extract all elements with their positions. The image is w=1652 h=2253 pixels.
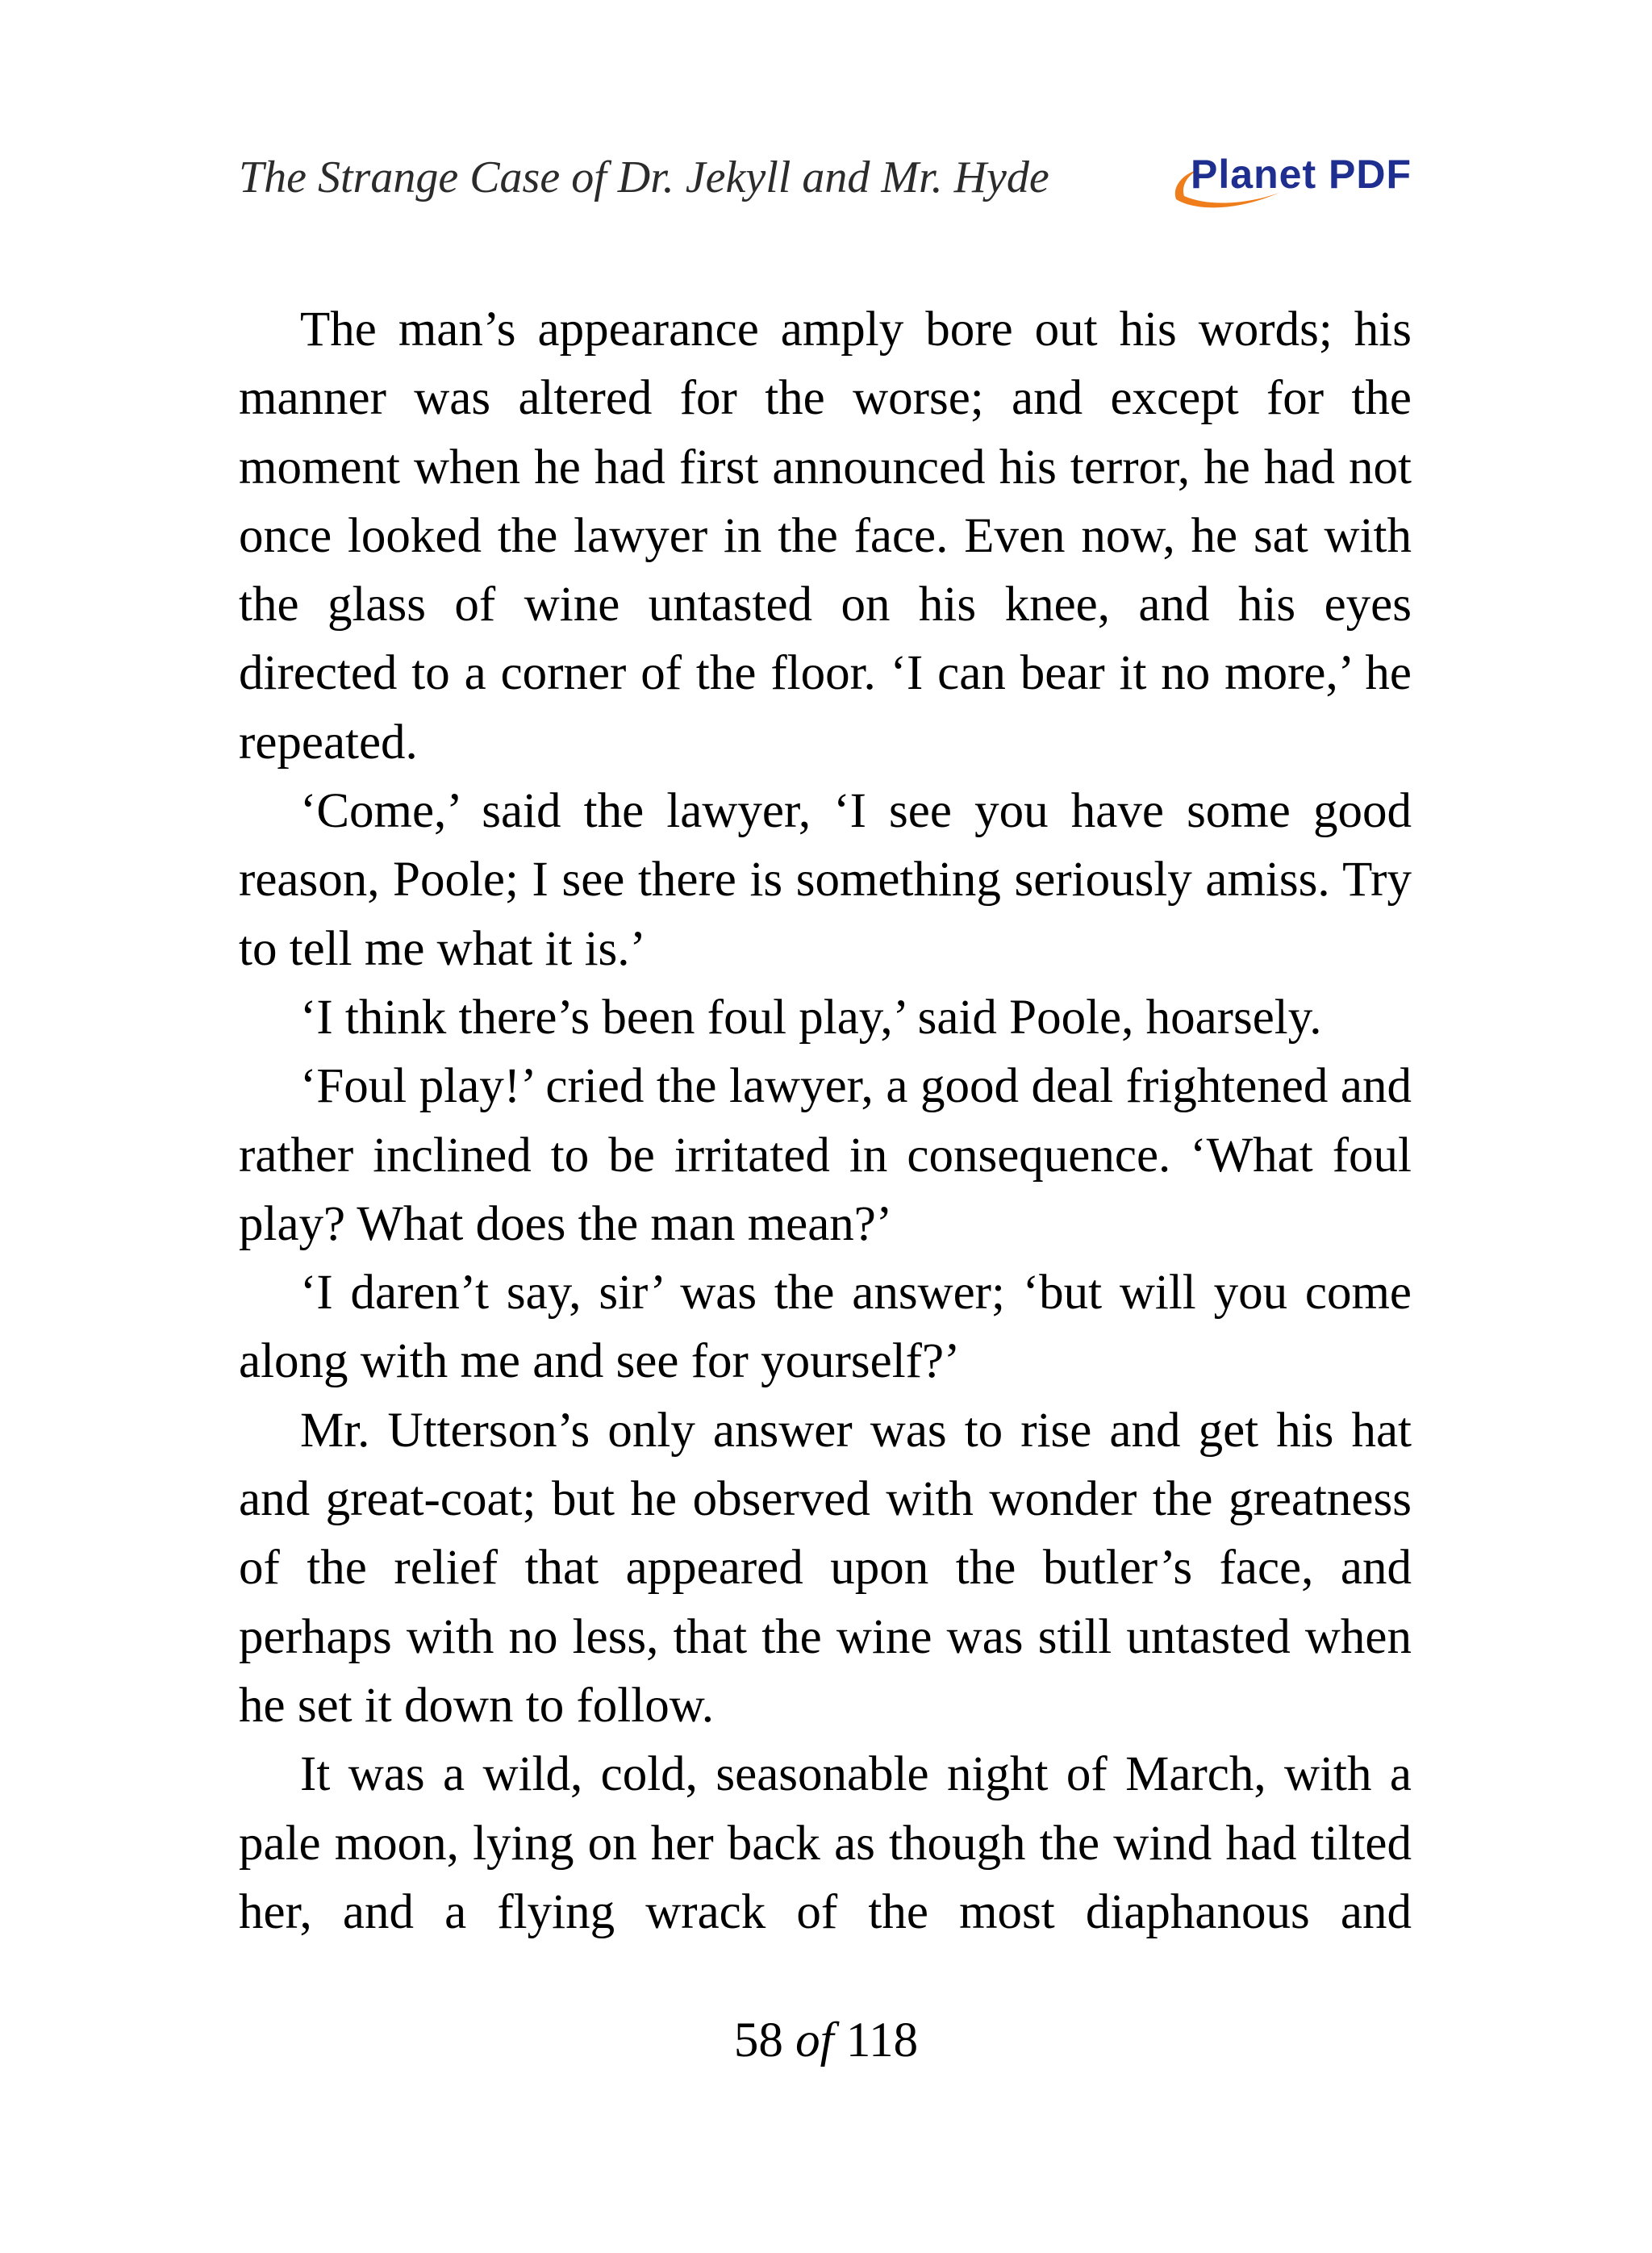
of-label: of [795, 2013, 834, 2067]
paragraph: Mr. Utterson’s only answer was to rise and get his hat and great-coat; but he observed with wonder the greatness of the relief that appeared upon the butler’s face, and perhaps with no less, that the wine was still untasted when he set it down to follow. [239, 1403, 1412, 1733]
paragraph: It was a wild, cold, seasonable night of March, with a pale moon, lying on her back as though the wind had tilted her, and a flying wrack of the most diaphanous and [239, 1747, 1412, 1939]
total-pages: 118 [845, 2013, 919, 2067]
logo-text: Planet PDF [1191, 152, 1412, 197]
body-text [239, 295, 1412, 1946]
current-page: 58 [733, 2013, 783, 2067]
paragraph: ‘I think there’s been foul play,’ said Poole, hoarsely. [300, 990, 1322, 1045]
page-header [239, 149, 1412, 222]
book-title: The Strange Case of Dr. Jekyll and Mr. Hyde [239, 152, 1049, 202]
paragraph: The man’s appearance amply bore out his words; his manner was altered for the worse; and except for the moment when he had first announced his terror, he had not once looked the lawyer in the face. Even now, he sat with the glass of wine untasted on his knee, and his eyes directed to a corner of the floor. ‘I can bear it no more,’ he repeated. [239, 302, 1412, 770]
planet-pdf-logo[interactable] [1170, 149, 1412, 214]
page-number [0, 2009, 1652, 2073]
paragraph: ‘I daren’t say, sir’ was the answer; ‘but will you come along with me and see for yourself?’ [239, 1266, 1412, 1389]
paragraph: ‘Foul play!’ cried the lawyer, a good deal frightened and rather inclined to be irritated in consequence. ‘What foul play? What does the man mean?’ [239, 1059, 1412, 1251]
paragraph: ‘Come,’ said the lawyer, ‘I see you have some good reason, Poole; I see there is something seriously amiss. Try to tell me what it is.’ [239, 784, 1412, 976]
